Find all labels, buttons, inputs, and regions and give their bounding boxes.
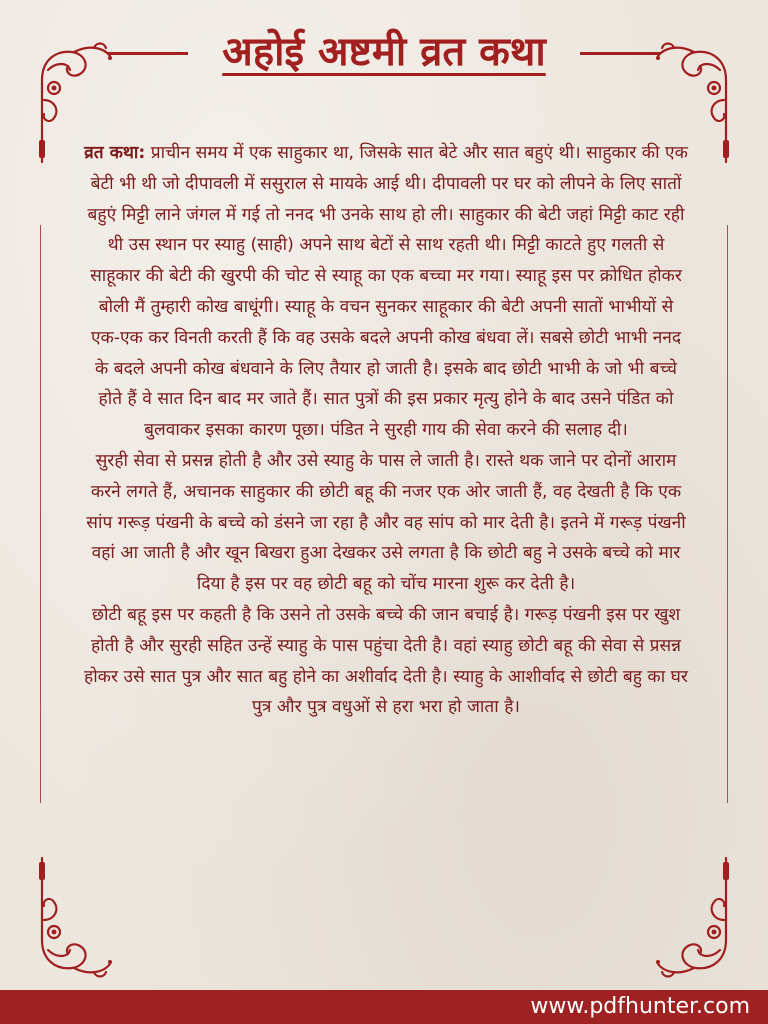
footer-bar bbox=[0, 990, 768, 1024]
right-border-line bbox=[727, 225, 728, 803]
page-title: अहोई अष्टमी व्रत कथा bbox=[222, 29, 546, 75]
story-paragraph-1-text: प्राचीन समय में एक साहुकार था, जिसके सात बेटे और सात बहुएं थी। साहुकार की एक बेटी भी थी जो दीपावली में ससुराल से मायके आई थी। दीपावली पर घर को लीपने के लिए सातों बहुएं मिट्टी लाने जंगल में गई तो ननद भी उनके साथ हो ली। साहुकार की बेटी जहां मिट्टी काट रही थी उस स्थान पर स्याहु (साही) अपने साथ बेटों से साथ रहती थी। मिट्टी काटते हुए गलती से साहूकार की बेटी की खुरपी की चोट से स्याहू का एक बच्चा मर गया। स्याहू इस पर क्रोधित होकर बोली मैं तुम्हारी कोख बाधूंगी। स्याहू के वचन सुनकर साहूकार की बेटी अपनी सातों भाभीयों से एक-एक कर विनती करती हैं कि वह उसके बदले अपनी कोख बंधवा लें। सबसे छोटी भाभी ननद के बदले अपनी कोख बंधवाने के लिए तैयार हो जाती है। इसके बाद छोटी भाभी के जो भी बच्चे होते हैं वे सात दिन बाद मर जाते हैं। सात पुत्रों की इस प्रकार मृत्यु होने के बाद उसने पंडित को बुलवाकर इसका कारण पूछा। पंडित ने सुरही गाय की सेवा करने की सलाह दी। bbox=[87, 143, 688, 441]
corner-ornament-bottom-right bbox=[654, 850, 734, 980]
story-paragraph-1 bbox=[84, 138, 688, 446]
corner-ornament-bottom-left bbox=[34, 850, 114, 980]
story-body bbox=[84, 138, 688, 723]
footer-website-link[interactable]: www.pdfhunter.com bbox=[530, 994, 750, 1019]
story-lead-label: व्रत कथा: bbox=[84, 143, 146, 163]
story-paragraph-3: छोटी बहू इस पर कहती है कि उसने तो उसके बच्चे की जान बचाई है। गरूड़ पंखनी इस पर खुश होती है और सुरही सहित उन्हें स्याहु के पास पहुंचा देती है। वहां स्याहु छोटी बहू की सेवा से प्रसन्न होकर उसे सात पुत्र और सात बहु होने का अशीर्वाद देती है। स्याहु के आशीर्वाद से छोटी बहु का घर पुत्र और पुत्र वधुओं से हरा भरा हो जाता है। bbox=[84, 604, 688, 718]
story-paragraph-2: सुरही सेवा से प्रसन्न होती है और उसे स्याहु के पास ले जाती है। रास्ते थक जाने पर दोनों आराम करने लगते हैं, अचानक साहुकार की छोटी बहू की नजर एक ओर जाती हैं, वह देखती है कि एक सांप गरूड़ पंखनी के बच्चे को डंसने जा रहा है और वह सांप को मार देती है। इतने में गरूड़ पंखनी वहां आ जाती है और खून बिखरा हुआ देखकर उसे लगता है कि छोटी बहु ने उसके बच्चे को मार दिया है इस पर वह छोटी बहू को चोंच मारना शुरू कर देती है। bbox=[86, 450, 686, 595]
left-border-line bbox=[40, 225, 41, 803]
